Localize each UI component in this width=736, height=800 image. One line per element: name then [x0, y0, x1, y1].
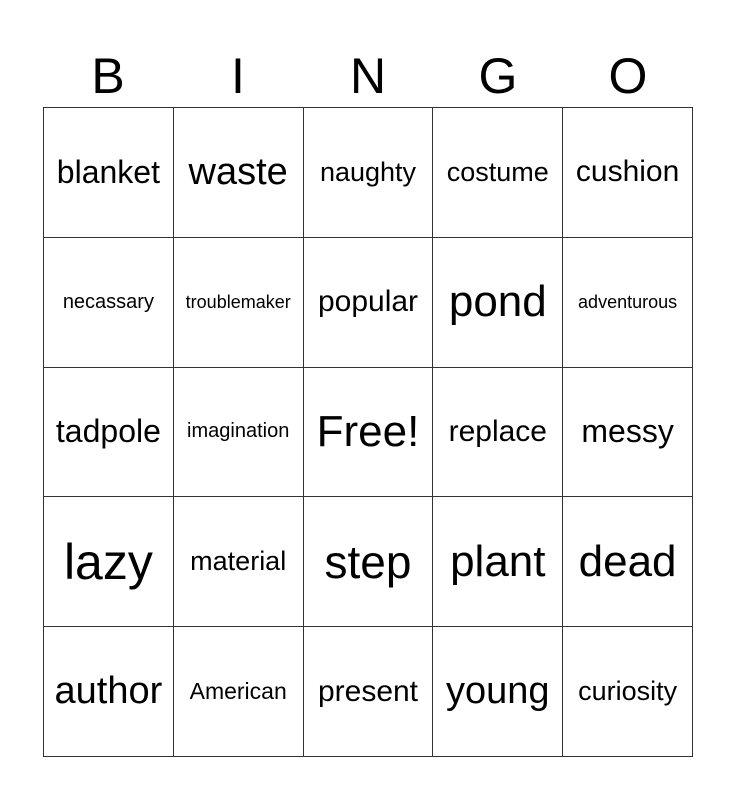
bingo-cell: author [44, 627, 174, 757]
bingo-cell-free-space: Free! [304, 368, 434, 498]
bingo-cell: costume [433, 108, 563, 238]
bingo-cell: popular [304, 238, 434, 368]
header-letter-n: N [349, 48, 387, 104]
header-letter-g: G [478, 48, 518, 104]
bingo-header [43, 46, 693, 106]
bingo-cell: troublemaker [174, 238, 304, 368]
header-letter-o: O [608, 48, 648, 104]
bingo-cell: material [174, 497, 304, 627]
bingo-cell: messy [563, 368, 693, 498]
bingo-cell: replace [433, 368, 563, 498]
bingo-card-grid [43, 107, 693, 757]
bingo-cell: American [174, 627, 304, 757]
bingo-cell: waste [174, 108, 304, 238]
bingo-cell: dead [563, 497, 693, 627]
bingo-cell: necassary [44, 238, 174, 368]
bingo-cell: naughty [304, 108, 434, 238]
bingo-cell: lazy [44, 497, 174, 627]
bingo-cell: adventurous [563, 238, 693, 368]
bingo-cell: cushion [563, 108, 693, 238]
bingo-cell: imagination [174, 368, 304, 498]
header-letter-b: B [91, 48, 125, 104]
bingo-cell: young [433, 627, 563, 757]
bingo-cell: step [304, 497, 434, 627]
bingo-cell: tadpole [44, 368, 174, 498]
bingo-cell: plant [433, 497, 563, 627]
bingo-cell: pond [433, 238, 563, 368]
bingo-cell: curiosity [563, 627, 693, 757]
header-letter-i: I [231, 48, 245, 104]
bingo-cell: blanket [44, 108, 174, 238]
bingo-cell: present [304, 627, 434, 757]
